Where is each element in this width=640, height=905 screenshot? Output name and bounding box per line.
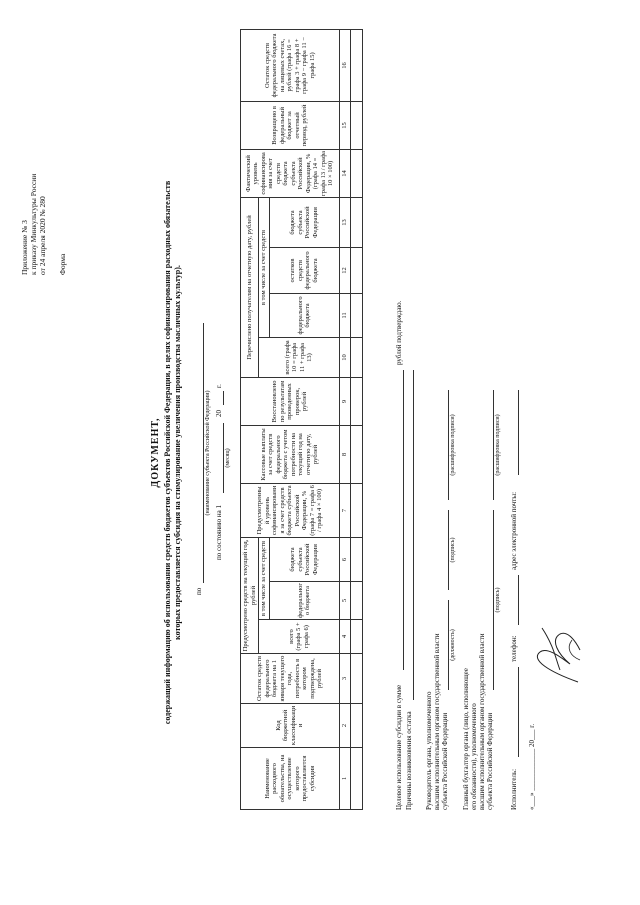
sig2-caption-name: (расшифровка подписи) — [495, 414, 501, 476]
col-header-tr-fed-rest: остатков средств федерального бюджета — [269, 247, 339, 293]
col-header-planned-total: всего (графа 5 + графа 6) — [259, 620, 340, 654]
subject-line — [203, 323, 204, 583]
date-prefix: по состоянию на 1 — [215, 504, 223, 560]
date-year-line — [223, 391, 224, 405]
col-number: 12 — [339, 247, 350, 293]
col-number: 9 — [339, 377, 350, 425]
sig1-role-3: субъекта Российской Федерации — [441, 712, 449, 810]
sig1-caption-sign: (подпись) — [450, 537, 456, 563]
col-number: 5 — [339, 582, 350, 620]
sig1-name-line — [448, 390, 449, 500]
executor-label: Исполнитель: — [510, 768, 518, 810]
sig2-role-2: его обязанности), уполномоченного — [470, 703, 478, 810]
col-number: 1 — [339, 748, 350, 810]
col-header-planned-incl: в том числе за счет средств — [259, 537, 270, 619]
col-number: 8 — [339, 425, 350, 483]
col-header-returned: Возвращено в федеральный бюджет за отчетный период, рублей — [241, 101, 340, 149]
handwritten-signature-mark — [520, 620, 590, 690]
col-header-planned-fed: федерального бюджета — [269, 582, 339, 620]
sig1-sign-line — [448, 510, 449, 590]
col-number: 16 — [339, 29, 350, 101]
sig2-caption-sign: (подпись) — [495, 587, 501, 613]
col-header-actual-level: Фактический уровень софинансирования за счет средств бюджета субъекта Российской Федерации, % (графа 14 = графа 13 / графа 10 × 100) — [241, 149, 340, 197]
document-subtitle-2: которых предоставляется субсидия на стимулирование увеличения производства масличных культур). — [173, 265, 182, 640]
sig1-caption-post: (должность) — [450, 629, 456, 661]
col-header-balance-start: Остаток средств федерального бюджета на 1 января текущего года, потребность в котором подтверждена, рублей — [241, 654, 340, 704]
column-number-row — [339, 29, 350, 809]
sig2-role-1: Главный бухгалтер органа (лицо, исполняющее — [462, 668, 470, 810]
usage-sum-suffix: рублей подтверждаю. — [395, 300, 403, 365]
col-header-name: Наименование расходного обязательства, на осуществление которого предоставляется субсидия — [241, 748, 340, 810]
col-header-cofin-level: Предусмотренный уровень софинансирования за счет средств бюджета субъекта Российской Федерации, % (графа 7 = графа 6 / графа 4 × 100) — [241, 483, 340, 537]
col-number: 15 — [339, 101, 350, 149]
col-number: 6 — [339, 537, 350, 581]
col-header-code: Код бюджетной классификации — [241, 704, 340, 748]
document-subtitle-1: содержащий информацию об использовании средств бюджетов субъектов Российской Федерации, в целях софинансирования расходных обязательств — [163, 180, 172, 725]
table-row — [350, 29, 362, 809]
col-header-planned-group: Предусмотрено средств на текущий год, рублей — [241, 537, 259, 653]
col-number: 7 — [339, 483, 350, 537]
appendix-line-1: Приложение № 3 — [20, 220, 29, 275]
reasons-line — [413, 370, 414, 700]
usage-sum-label: Целевое использование субсидии в сумме — [395, 684, 403, 810]
col-header-tr-incl: в том числе за счет средств — [259, 197, 270, 337]
form-label: Форма — [58, 253, 67, 275]
subject-caption: (наименование субъекта Российской Федерации) — [205, 390, 211, 516]
email-line — [518, 390, 519, 475]
sig2-name-line — [493, 390, 494, 500]
appendix-line-3: от 24 апреля 2020 № 280 — [38, 196, 47, 275]
col-number: 2 — [339, 704, 350, 748]
col-number: 10 — [339, 337, 350, 377]
sig1-post-line — [448, 600, 449, 690]
sig1-role-1: Руководитель органа, уполномоченного — [425, 691, 433, 810]
document-title: ДОКУМЕНТ, — [150, 417, 161, 488]
sig2-sign-line — [493, 510, 494, 690]
col-number: 13 — [339, 197, 350, 247]
executor-line — [518, 667, 519, 757]
col-number: 3 — [339, 654, 350, 704]
col-header-balance-end: Остаток средств федерального бюджета на лицевых счетах, рублей (графа 16 = графа 3 + графа 8 + графа 9 − графа 11 − графа 15) — [241, 29, 340, 101]
col-number: 14 — [339, 149, 350, 197]
date-month-line — [223, 423, 224, 493]
col-header-transferred-group: Перечислено получателям на отчетную дату, рублей — [241, 197, 259, 377]
report-table — [240, 29, 363, 810]
col-header-tr-reg: бюджета субъекта Российской Федерации — [269, 197, 339, 247]
appendix-block — [20, 15, 47, 275]
date-suffix: г. — [215, 384, 223, 388]
col-header-restored: Восстановлено по результатам проведенных проверок, рублей — [241, 377, 340, 425]
sig2-role-3: высшим исполнительным органом государственной власти — [478, 633, 486, 810]
col-header-planned-reg: бюджета субъекта Российской Федерации — [269, 537, 339, 581]
reasons-label: Причины возникновения остатка — [405, 711, 413, 810]
sig1-role-2: высшим исполнительным органом государственной власти — [433, 633, 441, 810]
col-number: 11 — [339, 293, 350, 337]
col-header-tr-fed: федерального бюджета — [269, 293, 339, 337]
date-caption: (месяц) — [225, 448, 231, 468]
usage-sum-line — [403, 370, 404, 670]
sig2-role-4: субъекта Российской Федерации — [486, 712, 494, 810]
date-year: 20 — [215, 410, 223, 417]
phone-line — [518, 575, 519, 625]
col-number: 4 — [339, 620, 350, 654]
subject-prefix: по — [195, 587, 203, 595]
col-header-tr-total: всего (графа 10 = графа 11 + графа 13) — [259, 337, 340, 377]
email-label: адрес электронной почты: — [510, 491, 518, 570]
sig1-caption-name: (расшифровка подписи) — [450, 414, 456, 476]
col-header-cash: Кассовые выплаты за счет средств федерального бюджета с учетом потребности на текущий год на отчетную дату, рублей — [241, 425, 340, 483]
phone-label: телефон: — [510, 635, 518, 662]
appendix-line-2: к приказу Минкультуры России — [29, 173, 38, 275]
date-line: «___» ____________ 20___ г. — [528, 723, 536, 810]
